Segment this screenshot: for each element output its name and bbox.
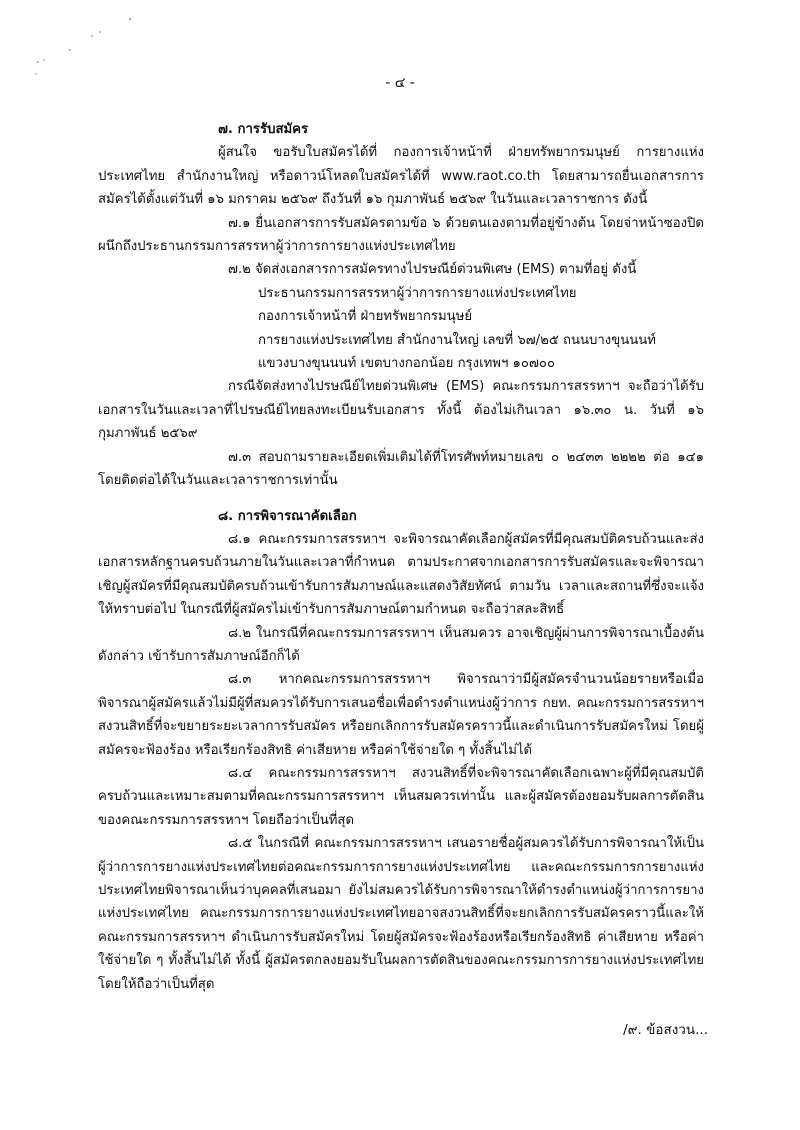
address-line-1: ประธานกรรมการสรรหาผู้ว่าการการยางแห่งประเทศไทย bbox=[258, 285, 577, 301]
address-line-2: กองการเจ้าหน้าที่ ฝ่ายทรัพยากรมนุษย์ bbox=[258, 309, 473, 325]
section-8-item-4: ๘.๔ คณะกรรมการสรรหาฯ สงวนสิทธิ์ที่จะพิจารณาคัดเลือกเฉพาะผู้ที่มีคุณสมบัติครบถ้วนและเหมาะสมตามที่คณะกรรมการสรรหาฯ เห็นสมควรเท่านั้น และผู้สมัครต้องยอมรับผลการตัดสินของคณะกรรมการสรรหาฯ โดยถือว่าเป็นที่สุด bbox=[98, 765, 704, 828]
section-7-item-3: ๗.๓ สอบถามรายละเอียดเพิ่มเติมได้ที่โทรศัพท์หมายเลข ๐ ๒๔๓๓ ๒๒๒๒ ต่อ ๑๔๑ โดยติดต่อได้ในวันและเวลาราชการเท่านั้น bbox=[98, 449, 704, 489]
section-7-heading: ๗. การรับสมัคร bbox=[218, 122, 309, 137]
address-line-4: แขวงบางขุนนนท์ เขตบางกอกน้อย กรุงเทพฯ ๑๐๗๐๐ bbox=[258, 356, 555, 372]
section-8-heading: ๘. การพิจารณาคัดเลือก bbox=[218, 508, 357, 524]
continuation-note: /๙. ข้อสงวน... bbox=[623, 1022, 708, 1038]
section-7-item-2: ๗.๒ จัดส่งเอกสารการสมัครทางไปรษณีย์ด่วนพิเศษ (EMS) ตามที่อยู่ ดังนี้ bbox=[228, 262, 637, 278]
section-gap bbox=[98, 493, 704, 505]
section-8-item-2: ๘.๒ ในกรณีที่คณะกรรมการสรรหาฯ เห็นสมควร อาจเชิญผู้ผ่านการพิจารณาเบื้องต้นดังกล่าว เข้ารับการสัมภาษณ์อีกก็ได้ bbox=[98, 625, 704, 664]
document-body bbox=[98, 118, 704, 996]
section-8-item-3: ๘.๓ หากคณะกรรมการสรรหาฯ พิจารณาว่ามีผู้สมัครจำนวนน้อยรายหรือเมื่อพิจารณาผู้สมัครแล้วไม่มีผู้ที่สมควรได้รับการเสนอชื่อเพื่อดำรงตำแหน่งผู้ว่าการ กยท. คณะกรรมการสรรหาฯ สงวนสิทธิ์ที่จะขยายระยะเวลาการรับสมัคร หรือยกเลิกการรับสมัครคราวนี้และดำเนินการรับสมัครใหม่ โดยผู้สมัครจะฟ้องร้อง หรือเรียกร้องสิทธิ ค่าเสียหาย หรือค่าใช้จ่ายใด ๆ ทั้งสิ้นไม่ได้ bbox=[98, 672, 704, 758]
section-7-item-1: ๗.๑ ยื่นเอกสารการรับสมัครตามข้อ ๖ ด้วยตนเองตามที่อยู่ข้างต้น โดยจ่าหน้าซองปิดผนึกถึงประธานกรรมการสรรหาผู้ว่าการการยางแห่งประเทศไทย bbox=[98, 215, 704, 255]
section-7-intro: ผู้สนใจ ขอรับใบสมัครได้ที่ กองการเจ้าหน้าที่ ฝ่ายทรัพยากรมนุษย์ การยางแห่งประเทศไทย สำนักงานใหญ่ หรือดาวน์โหลดใบสมัครได้ที่ www.raot.co.th โดยสามารถยื่นเอกสารการสมัครได้ตั้งแต่วันที่ ๑๖ มกราคม ๒๕๖๙ ถึงวันที่ ๑๖ กุมภาพันธ์ ๒๕๖๙ ในวันและเวลาราชการ ดังนี้ bbox=[98, 145, 704, 208]
section-8-item-1: ๘.๑ คณะกรรมการสรรหาฯ จะพิจารณาคัดเลือกผู้สมัครที่มีคุณสมบัติครบถ้วนและส่งเอกสารหลักฐานครบถ้วนภายในวันและเวลาที่กำหนด ตามประกาศจากเอกสารการรับสมัครและจะพิจารณาเชิญผู้สมัครที่มีคุณสมบัติครบถ้วนเข้ารับการสัมภาษณ์และแสดงวิสัยทัศน์ ตามวัน เวลาและสถานที่ซึ่งจะแจ้งให้ทราบต่อไป ในกรณีที่ผู้สมัครไม่เข้ารับการสัมภาษณ์ตามกำหนด จะถือว่าสละสิทธิ์ bbox=[98, 531, 704, 618]
page-number: - ๔ - bbox=[385, 75, 415, 91]
address-line-3: การยางแห่งประเทศไทย สำนักงานใหญ่ เลขที่ ๖๗/๒๕ ถนนบางขุนนนท์ bbox=[258, 332, 656, 348]
section-7-ems-note: กรณีจัดส่งทางไปรษณีย์ไทยด่วนพิเศษ (EMS) คณะกรรมการสรรหาฯ จะถือว่าได้รับเอกสารในวันและเวลาที่ไปรษณีย์ไทยลงทะเบียนรับเอกสาร ทั้งนี้ ต้องไม่เกินเวลา ๑๖.๓๐ น. วันที่ ๑๖ กุมภาพันธ์ ๒๕๖๙ bbox=[98, 379, 704, 442]
section-8-item-5: ๘.๕ ในกรณีที่ คณะกรรมการสรรหาฯ เสนอรายชื่อผู้สมควรได้รับการพิจารณาให้เป็นผู้ว่าการการยางแห่งประเทศไทยต่อคณะกรรมการการยางแห่งประเทศไทย และคณะกรรมการการยางแห่งประเทศไทยพิจารณาเห็นว่าบุคคลที่เสนอมา ยังไม่สมควรได้รับการพิจารณาให้ดำรงตำแหน่งผู้ว่าการการยางแห่งประเทศไทย คณะกรรมการการยางแห่งประเทศไทยอาจสงวนสิทธิ์ที่จะยกเลิกการรับสมัครคราวนี้และให้คณะกรรมการสรรหาฯ ดำเนินการรับสมัครใหม่ โดยผู้สมัครจะฟ้องร้องหรือเรียกร้องสิทธิ ค่าเสียหาย หรือค่าใช้จ่ายใด ๆ ทั้งสิ้นไม่ได้ ทั้งนี้ ผู้สมัครตกลงยอมรับในผลการตัดสินของคณะกรรมการการยางแห่งประเทศไทย โดยให้ถือว่าเป็นที่สุด bbox=[98, 836, 704, 992]
